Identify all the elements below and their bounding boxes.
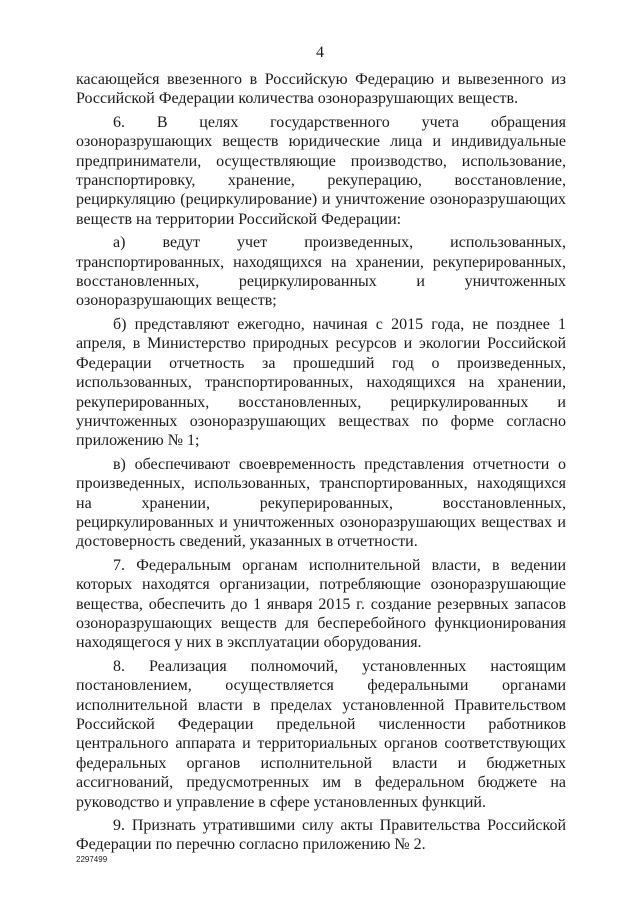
paragraph-6b: б) представляют ежегодно, начиная с 2015 года, не позднее 1 апреля, в Министерство природных ресурсов и экологии Российской Федерации отчетность за прошедший год о произведенных, использованных, транспортированных, находящихся на хранении, рекуперированных, восстановленных, рециркулированных и уничтоженных озоноразрушающих веществах по форме согласно приложению № 1; xyxy=(76,315,566,450)
paragraph-7: 7. Федеральным органам исполнительной власти, в ведении которых находятся организации, потребляющие озоноразрушающие вещества, обеспечить до 1 января 2015 г. создание резервных запасов озоноразрушающих веществ для бесперебойного функционирования находящегося у них в эксплуатации оборудования. xyxy=(76,556,566,652)
page-number: 4 xyxy=(316,44,324,61)
paragraph-8: 8. Реализация полномочий, установленных настоящим постановлением, осуществляется федеральными органами исполнительной власти в пределах установленной Правительством Российской Федерации предельной численности работников центрального аппарата и территориальных органов соответствующих федеральных органов исполнительной власти и бюджетных ассигнований, предусмотренных им в федеральном бюджете на руководство и управление в сфере установленных функций. xyxy=(76,657,566,811)
paragraph-continuation: касающейся ввезенного в Российскую Федерацию и вывезенного из Российской Федерации количества озоноразрушающих веществ. xyxy=(76,71,566,108)
paragraph-6: 6. В целях государственного учета обращения озоноразрушающих веществ юридические лица и индивидуальные предприниматели, осуществляющие производство, использование, транспортировку, хранение, рекуперацию, восстановление, рециркуляцию (рециркулирование) и уничтожение озоноразрушающих веществ на территории Российской Федерации: xyxy=(76,113,566,228)
paragraph-6a: а) ведут учет произведенных, использованных, транспортированных, находящихся на хранении, рекуперированных, восстановленных, рециркулированных и уничтоженных озоноразрушающих веществ; xyxy=(76,234,566,310)
document-body xyxy=(76,70,566,855)
paragraph-6v: в) обеспечивают своевременность представления отчетности о произведенных, использованных, транспортированных, находящихся на хранении, рекуперированных, восстановленных, рециркулированных и уничтоженных озоноразрушающих веществах и достоверность сведений, указанных в отчетности. xyxy=(76,455,566,551)
paragraph-9: 9. Признать утратившими силу акты Правительства Российской Федерации по перечню согласно приложению № 2. xyxy=(76,817,566,854)
document-code: 2297499 xyxy=(76,855,108,864)
